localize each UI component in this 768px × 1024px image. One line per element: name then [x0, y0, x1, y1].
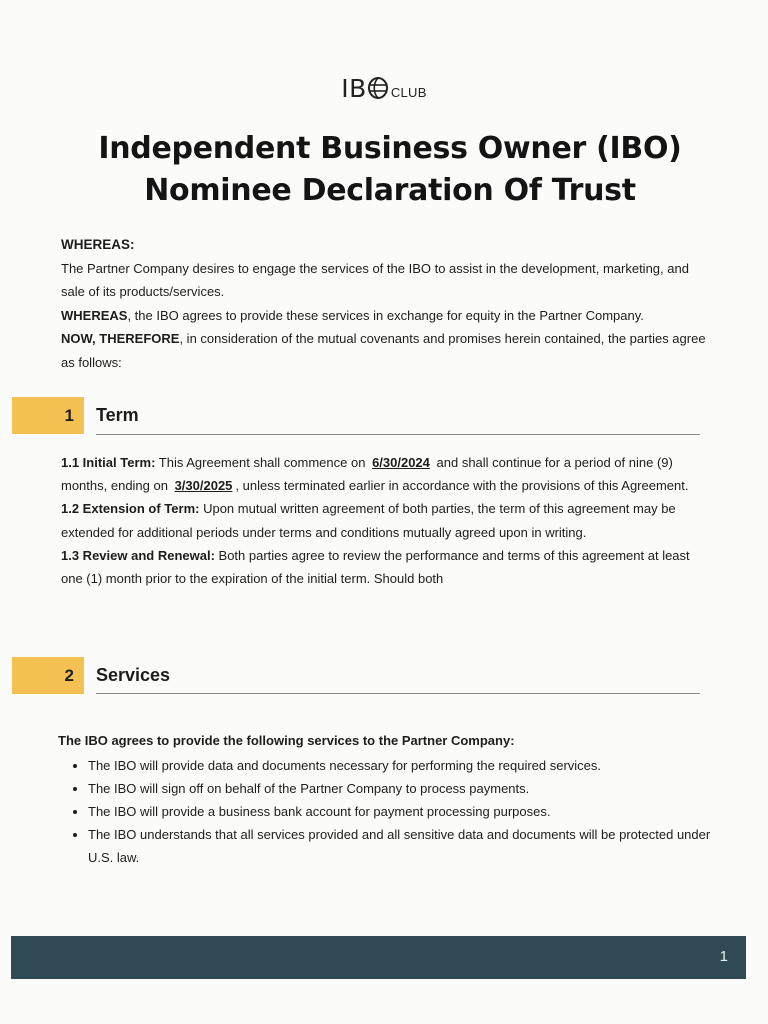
recital-2-text: , the IBO agrees to provide these services in exchange for equity in the Partner Company.	[127, 307, 644, 323]
services-list	[58, 754, 738, 869]
section-2-divider	[96, 693, 700, 694]
clause-1-1-text-b: and shall continue for a period of nine (9) months, ending on	[61, 455, 673, 494]
end-date: 3/30/2025	[174, 478, 233, 494]
clause-1-3-text: Both parties agree to review the performance and terms of this agreement at least one (1) month prior to the expiration of the initial term. Should both	[61, 547, 690, 587]
recital-2-lead: WHEREAS	[61, 307, 128, 323]
clause-1-2	[61, 497, 711, 543]
clause-1-1-text-a: This Agreement shall commence on	[155, 455, 370, 470]
clause-1-1-label: 1.1 Initial Term:	[61, 455, 156, 470]
list-item: • The IBO will provide a business bank account for payment processing purposes.	[88, 800, 738, 823]
page-footer-bar	[11, 936, 746, 979]
recitals	[61, 233, 711, 374]
page-number: 1	[719, 948, 728, 965]
logo-prefix: IB	[341, 74, 367, 103]
clause-1-1-text-c: , unless terminated earlier in accordance with the provisions of this Agreement.	[235, 478, 689, 494]
recital-2	[61, 304, 711, 328]
title-line-1: Independent Business Owner (IBO)	[98, 131, 682, 166]
clause-1-1	[61, 451, 711, 497]
list-item: • The IBO will provide data and documents necessary for performing the required services.	[88, 754, 738, 777]
document-title	[60, 128, 720, 212]
list-item: • The IBO understands that all services provided and all sensitive data and documents will be protected under U.S. law.	[88, 823, 738, 869]
list-item: • The IBO will sign off on behalf of the Partner Company to process payments.	[88, 777, 738, 800]
clause-1-3	[61, 544, 711, 590]
section-2-title: Services	[96, 665, 171, 685]
clause-1-2-text: Upon mutual written agreement of both parties, the term of this agreement may be extended for additional periods under terms and conditions mutually agreed upon in writing.	[61, 501, 676, 540]
section-1-title: Term	[96, 405, 139, 425]
start-date: 6/30/2024	[372, 455, 430, 470]
recital-3	[61, 327, 711, 374]
term-clauses	[61, 451, 711, 590]
section-1-divider	[96, 434, 700, 435]
recital-3-text: , in consideration of the mutual covenants and promises herein contained, the parties agree as follows:	[61, 331, 706, 370]
recital-3-lead: NOW, THEREFORE	[61, 331, 180, 346]
recital-1: The Partner Company desires to engage the services of the IBO to assist in the development, marketing, and sale of its products/services.	[61, 260, 689, 299]
services-intro: The IBO agrees to provide the following services to the Partner Company:	[58, 733, 515, 748]
title-line-2: Nominee Declaration Of Trust	[144, 173, 636, 208]
whereas-heading: WHEREAS:	[61, 237, 135, 252]
globe-icon	[367, 76, 389, 100]
section-2-number: 2	[12, 657, 84, 694]
section-1-number: 1	[12, 397, 84, 434]
ibo-club-logo	[0, 74, 768, 104]
clause-1-3-label: 1.3 Review and Renewal:	[61, 547, 215, 563]
logo-suffix: CLUB	[390, 85, 427, 100]
clause-1-2-label: 1.2 Extension of Term:	[61, 501, 200, 517]
